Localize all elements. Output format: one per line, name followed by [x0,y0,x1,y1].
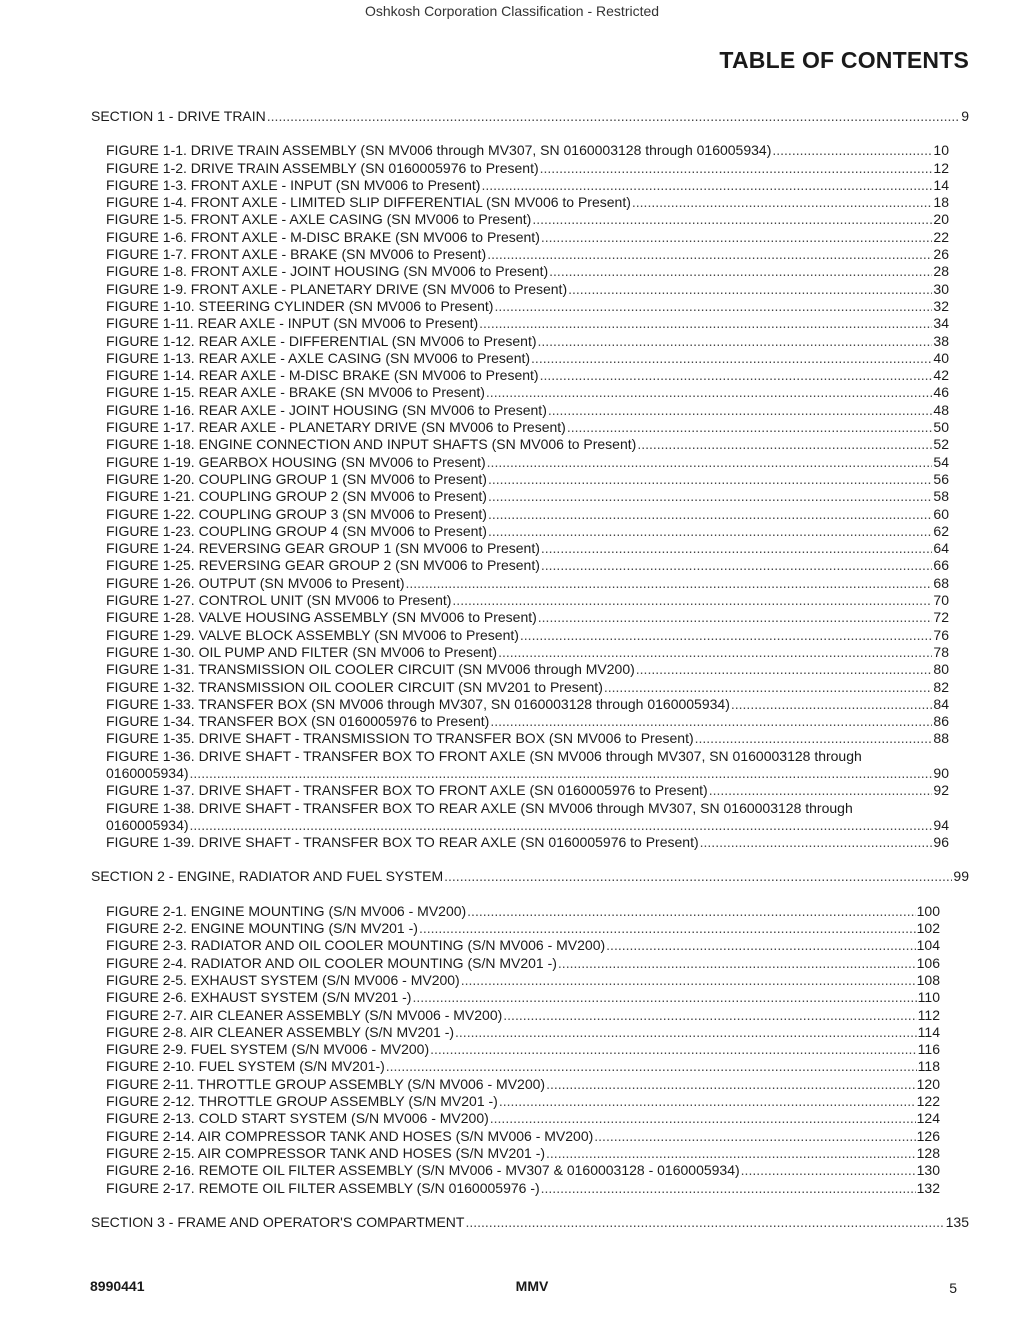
toc-entry-page: 48 [933,401,949,418]
toc-entry-page: 14 [933,176,949,193]
toc-figure-entry[interactable] [91,679,969,696]
toc-entry-page: 114 [917,1023,940,1040]
toc-entry-title: FIGURE 1-36. DRIVE SHAFT - TRANSFER BOX TO FRONT AXLE (SN MV006 through MV307, SN 0160003128 through [106,747,862,764]
toc-leader-dots [494,298,932,315]
toc-entry-page: 10 [933,142,949,159]
toc-figure-entry[interactable] [91,540,969,557]
toc-entry-page: 78 [933,643,949,660]
toc-figure-entry[interactable] [91,471,969,488]
toc-figure-entry[interactable] [91,644,969,661]
toc-section-entry[interactable] [91,108,969,125]
toc-figure-entry[interactable] [91,523,969,540]
toc-entry-page: 46 [933,384,949,401]
toc-figure-entry[interactable] [91,1007,969,1024]
toc-entry-title: FIGURE 1-7. FRONT AXLE - BRAKE (SN MV006 to Present) [106,246,487,263]
toc-entry-title: FIGURE 2-14. AIR COMPRESSOR TANK AND HOSES (S/N MV006 - MV200) [106,1127,594,1144]
toc-leader-dots [741,1162,916,1179]
toc-entry-title: FIGURE 1-19. GEARBOX HOUSING (SN MV006 to Present) [106,453,486,470]
toc-entry-page: 12 [933,159,949,176]
toc-figure-entry[interactable] [91,211,969,228]
toc-figure-entry[interactable] [91,246,969,263]
toc-entry-page: 106 [916,954,940,971]
toc-entry-title: SECTION 3 - FRAME AND OPERATOR'S COMPARTMENT [91,1213,465,1230]
toc-figure-entry[interactable] [91,419,969,436]
toc-leader-dots [488,488,932,505]
toc-leader-dots [467,903,915,920]
toc-entry-title: FIGURE 2-11. THROTTLE GROUP ASSEMBLY (S/N MV006 - MV200) [106,1075,546,1092]
toc-figure-entry[interactable] [91,592,969,609]
toc-entry-title: FIGURE 1-26. OUTPUT (SN MV006 to Present) [106,574,405,591]
toc-figure-entry[interactable] [91,177,969,194]
toc-leader-dots [267,108,960,125]
toc-entry-page: 20 [933,211,949,228]
toc-figure-entry[interactable] [91,436,969,453]
toc-figure-entry[interactable] [91,194,969,211]
toc-entry-title: FIGURE 1-5. FRONT AXLE - AXLE CASING (SN MV006 to Present) [106,211,532,228]
toc-entry-page: 60 [933,505,949,522]
toc-entry-page: 86 [933,713,949,730]
toc-entry-page: 94 [933,816,949,833]
toc-figure-entry[interactable] [91,1093,969,1110]
toc-figure-entry[interactable] [91,1128,969,1145]
toc-entry-page: 68 [933,574,949,591]
toc-leader-dots [546,1076,916,1093]
toc-entry-title: FIGURE 1-16. REAR AXLE - JOINT HOUSING (SN MV006 to Present) [106,401,547,418]
toc-entry-page: 135 [945,1213,969,1230]
toc-entry-title: FIGURE 1-24. REVERSING GEAR GROUP 1 (SN MV006 to Present) [106,540,540,557]
toc-entry-title: FIGURE 1-20. COUPLING GROUP 1 (SN MV006 to Present) [106,470,487,487]
toc-entry-page: 18 [933,194,949,211]
toc-figure-entry[interactable] [91,937,969,954]
toc-entry-title: FIGURE 2-5. EXHAUST SYSTEM (S/N MV006 - MV200) [106,971,460,988]
toc-entry-title: FIGURE 2-9. FUEL SYSTEM (S/N MV006 - MV200) [106,1041,430,1058]
toc-figure-entry[interactable] [91,384,969,401]
toc-figure-entry[interactable] [91,281,969,298]
toc-figure-entry[interactable] [91,1076,969,1093]
toc-leader-dots [731,696,933,713]
toc-entry-title: FIGURE 1-4. FRONT AXLE - LIMITED SLIP DIFFERENTIAL (SN MV006 to Present) [106,194,631,211]
toc-figure-entry[interactable] [91,627,969,644]
toc-section-entry[interactable] [91,1214,969,1231]
page-title: TABLE OF CONTENTS [719,47,969,73]
toc-leader-dots [444,868,952,885]
toc-leader-dots [452,592,932,609]
toc-leader-dots [461,972,916,989]
toc-figure-entry[interactable] [91,488,969,505]
toc-entry-page: 80 [933,661,949,678]
toc-leader-dots [406,575,933,592]
toc-figure-entry[interactable] [91,160,969,177]
toc-leader-dots [632,194,933,211]
toc-leader-dots [487,454,933,471]
toc-entry-title: FIGURE 1-21. COUPLING GROUP 2 (SN MV006 to Present) [106,488,487,505]
toc-entry-title: FIGURE 1-35. DRIVE SHAFT - TRANSMISSION TO TRANSFER BOX (SN MV006 to Present) [106,730,694,747]
toc-figure-entry[interactable] [91,229,969,246]
toc-leader-dots [479,315,932,332]
toc-leader-dots [541,540,933,557]
toc-figure-entry[interactable] [91,903,969,920]
toc-figure-entry[interactable] [91,367,969,384]
toc-entry-page: 62 [933,522,949,539]
toc-leader-dots [481,177,932,194]
toc-entry-title: FIGURE 1-27. CONTROL UNIT (SN MV006 to Present) [106,592,452,609]
toc-entry-title: FIGURE 1-9. FRONT AXLE - PLANETARY DRIVE (SN MV006 to Present) [106,280,568,297]
toc-entry-title: FIGURE 1-38. DRIVE SHAFT - TRANSFER BOX TO REAR AXLE (SN MV006 through MV307, SN 0160003128 through [106,799,853,816]
toc-figure-entry[interactable] [91,696,969,713]
toc-leader-dots [540,160,933,177]
toc-entry-page: 130 [916,1162,940,1179]
toc-entry-page: 126 [916,1127,940,1144]
toc-leader-dots [531,350,932,367]
toc-entry-page: 132 [916,1179,940,1196]
toc-leader-dots [637,436,932,453]
toc-figure-entry[interactable] [91,1180,969,1197]
toc-entry-title: FIGURE 1-30. OIL PUMP AND FILTER (SN MV006 to Present) [106,643,498,660]
table-of-contents [91,108,969,1248]
toc-leader-dots [487,246,932,263]
toc-leader-dots [430,1041,917,1058]
toc-entry-page: 120 [916,1075,940,1092]
toc-entry-title: FIGURE 1-8. FRONT AXLE - JOINT HOUSING (SN MV006 to Present) [106,263,549,280]
toc-entry-title: FIGURE 1-3. FRONT AXLE - INPUT (SN MV006 to Present) [106,176,481,193]
toc-entry-page: 108 [916,971,940,988]
toc-entry-title: FIGURE 1-14. REAR AXLE - M-DISC BRAKE (SN MV006 to Present) [106,367,539,384]
toc-figure-entry[interactable] [91,142,969,159]
toc-leader-dots [606,937,915,954]
toc-entry-page: 92 [933,782,949,799]
toc-leader-dots [498,644,932,661]
toc-entry-page: 82 [933,678,949,695]
toc-entry-title: FIGURE 1-23. COUPLING GROUP 4 (SN MV006 to Present) [106,522,487,539]
toc-figure-entry[interactable] [91,315,969,332]
toc-entry-title: SECTION 1 - DRIVE TRAIN [91,108,266,124]
toc-figure-entry[interactable] [91,1041,969,1058]
toc-leader-dots [520,627,933,644]
toc-entry-title: FIGURE 1-15. REAR AXLE - BRAKE (SN MV006 to Present) [106,384,485,401]
toc-figure-entry[interactable] [91,989,969,1006]
toc-entry-page: 22 [933,228,949,245]
toc-entry-page: 122 [916,1093,940,1110]
toc-figure-entry[interactable] [91,782,969,799]
toc-figure-entry[interactable] [91,955,969,972]
toc-leader-dots [700,834,933,851]
toc-entry-page: 124 [916,1110,940,1127]
toc-leader-dots [541,229,933,246]
toc-entry-title: FIGURE 1-6. FRONT AXLE - M-DISC BRAKE (SN MV006 to Present) [106,228,540,245]
toc-section-entry[interactable] [91,868,969,885]
toc-leader-dots [558,955,916,972]
toc-entry-title: FIGURE 1-29. VALVE BLOCK ASSEMBLY (SN MV006 to Present) [106,626,519,643]
toc-entry-page: 50 [933,419,949,436]
toc-entry-title: FIGURE 1-34. TRANSFER BOX (SN 0160005976 to Present) [106,713,490,730]
toc-figure-entry[interactable] [91,557,969,574]
classification-header: Oshkosh Corporation Classification - Restricted [364,3,660,19]
toc-figure-entry[interactable] [91,1058,969,1075]
toc-leader-dots [490,713,932,730]
toc-entry-page: 96 [933,834,949,851]
toc-entry-title: FIGURE 2-12. THROTTLE GROUP ASSEMBLY (S/N MV201 -) [106,1093,498,1110]
toc-entry-page: 52 [933,436,949,453]
toc-leader-dots [532,211,932,228]
toc-leader-dots [594,1128,915,1145]
toc-entry-title: FIGURE 1-17. REAR AXLE - PLANETARY DRIVE (SN MV006 to Present) [106,419,566,436]
toc-entry-title: FIGURE 2-7. AIR CLEANER ASSEMBLY (S/N MV006 - MV200) [106,1006,503,1023]
toc-entry-page: 90 [933,764,949,781]
toc-figure-entry[interactable] [91,1162,969,1179]
toc-leader-dots [419,920,916,937]
toc-entry-title: FIGURE 1-31. TRANSMISSION OIL COOLER CIRCUIT (SN MV006 through MV200) [106,661,635,678]
toc-leader-dots [568,281,932,298]
toc-entry-page: 76 [933,626,949,643]
toc-entry-page: 30 [933,280,949,297]
toc-entry-page: 112 [917,1006,940,1023]
toc-entry-page: 42 [933,367,949,384]
toc-entry-title: FIGURE 2-10. FUEL SYSTEM (S/N MV201-) [106,1058,385,1075]
toc-leader-dots [488,523,932,540]
toc-entry-title: FIGURE 2-4. RADIATOR AND OIL COOLER MOUNTING (S/N MV201 -) [106,954,557,971]
toc-leader-dots [486,384,933,401]
toc-leader-dots [546,1145,916,1162]
toc-figure-entry[interactable] [91,972,969,989]
toc-figure-entry[interactable] [91,1110,969,1127]
toc-figure-entry[interactable] [91,350,969,367]
toc-leader-dots [488,471,932,488]
toc-leader-dots [636,661,933,678]
toc-leader-dots [772,142,932,159]
toc-entry-page: 88 [933,730,949,747]
footer-doc-number: 8990441 [90,1278,145,1294]
toc-entry-page: 116 [917,1041,940,1058]
toc-entry-page: 9 [961,108,969,124]
toc-gap [91,851,969,868]
toc-entry-title: FIGURE 1-1. DRIVE TRAIN ASSEMBLY (SN MV006 through MV307, SN 0160003128 through 016005934) [106,142,772,159]
toc-entry-title: SECTION 2 - ENGINE, RADIATOR AND FUEL SYSTEM [91,868,444,885]
toc-leader-dots [548,402,933,419]
toc-gap [91,1197,969,1214]
toc-entry-page: 118 [917,1058,940,1075]
toc-figure-entry[interactable] [91,454,969,471]
toc-leader-dots [465,1214,944,1231]
toc-leader-dots [541,1180,916,1197]
toc-entry-title: FIGURE 2-15. AIR COMPRESSOR TANK AND HOSES (S/N MV201 -) [106,1144,546,1161]
toc-entry-title: FIGURE 2-13. COLD START SYSTEM (S/N MV006 - MV200) [106,1110,489,1127]
toc-figure-entry[interactable] [91,609,969,626]
toc-entry-title: FIGURE 1-12. REAR AXLE - DIFFERENTIAL (SN MV006 to Present) [106,332,537,349]
toc-entry-title: FIGURE 1-22. COUPLING GROUP 3 (SN MV006 to Present) [106,505,487,522]
toc-leader-dots [488,506,932,523]
toc-figure-entry[interactable] [91,800,969,835]
toc-entry-page: 28 [933,263,949,280]
toc-entry-title: FIGURE 1-25. REVERSING GEAR GROUP 2 (SN MV006 to Present) [106,557,540,574]
toc-gap [91,886,969,903]
toc-entry-page: 84 [933,695,949,712]
toc-leader-dots [604,679,933,696]
toc-leader-dots [499,1093,916,1110]
toc-entry-page: 99 [953,868,969,885]
footer-model: MMV [515,1278,549,1294]
toc-figure-entry[interactable] [91,920,969,937]
toc-leader-dots [695,730,933,747]
toc-leader-dots [412,989,916,1006]
toc-figure-entry[interactable] [91,575,969,592]
toc-figure-entry[interactable] [91,402,969,419]
toc-entry-title: FIGURE 2-3. RADIATOR AND OIL COOLER MOUNTING (S/N MV006 - MV200) [106,937,606,954]
toc-leader-dots [190,765,933,782]
toc-leader-dots [549,263,932,280]
toc-entry-page: 54 [933,453,949,470]
toc-entry-page: 70 [933,592,949,609]
toc-leader-dots [540,367,933,384]
toc-leader-dots [503,1007,916,1024]
toc-entry-title: FIGURE 1-37. DRIVE SHAFT - TRANSFER BOX TO FRONT AXLE (SN 0160005976 to Present) [106,782,708,799]
toc-figure-entry[interactable] [91,748,969,783]
toc-leader-dots [190,817,933,834]
toc-entry-title: FIGURE 2-1. ENGINE MOUNTING (S/N MV006 - MV200) [106,902,467,919]
toc-entry-page: 128 [916,1144,940,1161]
toc-leader-dots [455,1024,917,1041]
toc-entry-title-continued: 0160005934) [106,816,189,833]
toc-entry-page: 100 [916,902,940,919]
toc-entry-page: 40 [933,349,949,366]
toc-leader-dots [538,609,933,626]
toc-entry-title: FIGURE 1-10. STEERING CYLINDER (SN MV006 to Present) [106,297,494,314]
toc-entry-title: FIGURE 1-33. TRANSFER BOX (SN MV006 through MV307, SN 0160003128 through 0160005934) [106,695,730,712]
toc-leader-dots [386,1058,917,1075]
toc-entry-page: 58 [933,488,949,505]
toc-leader-dots [709,782,933,799]
toc-figure-entry[interactable] [91,263,969,280]
toc-entry-page: 26 [933,246,949,263]
toc-entry-title-continued: 0160005934) [106,764,189,781]
toc-leader-dots [567,419,933,436]
toc-entry-title: FIGURE 2-17. REMOTE OIL FILTER ASSEMBLY (S/N 0160005976 -) [106,1179,540,1196]
toc-entry-page: 38 [933,332,949,349]
toc-entry-page: 66 [933,557,949,574]
toc-leader-dots [538,333,933,350]
toc-entry-title: FIGURE 1-2. DRIVE TRAIN ASSEMBLY (SN 0160005976 to Present) [106,159,539,176]
toc-entry-page: 56 [933,470,949,487]
toc-entry-title: FIGURE 2-8. AIR CLEANER ASSEMBLY (S/N MV201 -) [106,1023,455,1040]
toc-figure-entry[interactable] [91,1145,969,1162]
toc-figure-entry[interactable] [91,333,969,350]
toc-leader-dots [490,1110,916,1127]
toc-figure-entry[interactable] [91,713,969,730]
toc-figure-entry[interactable] [91,730,969,747]
footer-page-number: 5 [949,1280,957,1296]
toc-entry-title: FIGURE 1-13. REAR AXLE - AXLE CASING (SN MV006 to Present) [106,349,531,366]
toc-entry-page: 64 [933,540,949,557]
toc-entry-title: FIGURE 2-6. EXHAUST SYSTEM (S/N MV201 -) [106,989,412,1006]
toc-entry-page: 110 [917,989,940,1006]
toc-figure-entry[interactable] [91,661,969,678]
toc-figure-entry[interactable] [91,1024,969,1041]
toc-entry-page: 34 [933,315,949,332]
toc-entry-title: FIGURE 1-28. VALVE HOUSING ASSEMBLY (SN MV006 to Present) [106,609,537,626]
toc-entry-title: FIGURE 2-16. REMOTE OIL FILTER ASSEMBLY (S/N MV006 - MV307 & 0160003128 - 0160005934) [106,1162,740,1179]
toc-figure-entry[interactable] [91,298,969,315]
toc-entry-title: FIGURE 1-39. DRIVE SHAFT - TRANSFER BOX TO REAR AXLE (SN 0160005976 to Present) [106,834,699,851]
toc-gap [91,1231,969,1248]
toc-entry-title: FIGURE 1-18. ENGINE CONNECTION AND INPUT SHAFTS (SN MV006 to Present) [106,436,637,453]
toc-gap [91,125,969,142]
toc-figure-entry[interactable] [91,506,969,523]
toc-entry-title: FIGURE 2-2. ENGINE MOUNTING (S/N MV201 -) [106,920,418,937]
toc-entry-title: FIGURE 1-32. TRANSMISSION OIL COOLER CIRCUIT (SN MV201 to Present) [106,678,603,695]
toc-entry-page: 32 [933,297,949,314]
toc-entry-page: 102 [916,920,940,937]
toc-leader-dots [541,557,933,574]
toc-entry-page: 72 [933,609,949,626]
toc-entry-page: 104 [916,937,940,954]
toc-figure-entry[interactable] [91,834,969,851]
toc-entry-title: FIGURE 1-11. REAR AXLE - INPUT (SN MV006 to Present) [106,315,479,332]
